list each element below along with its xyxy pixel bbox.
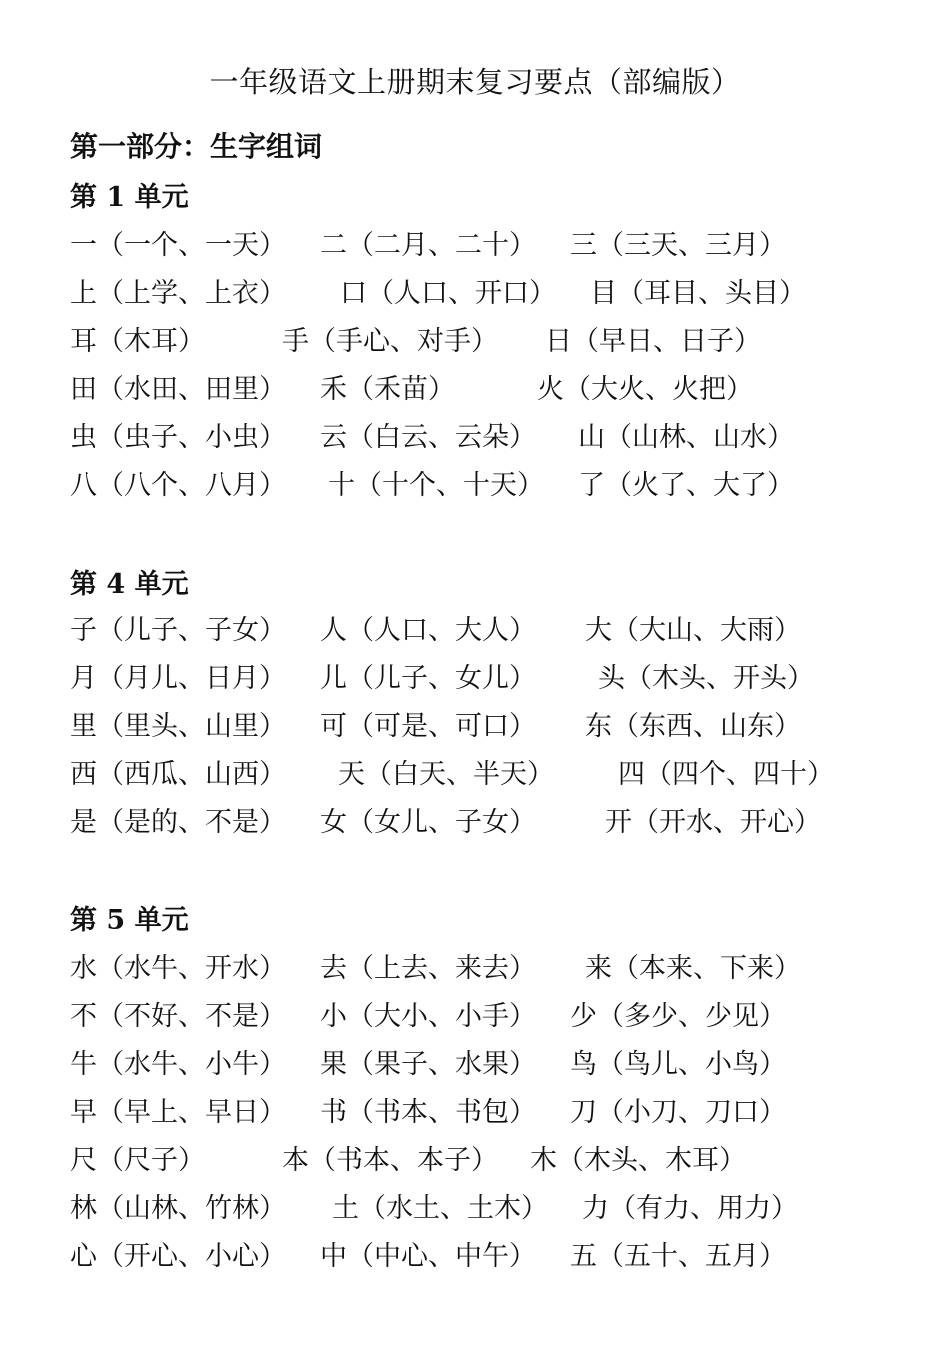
part-heading: 第一部分：生字组词 — [70, 130, 323, 163]
word-entry: 刀（小刀、刀口） — [570, 1097, 786, 1128]
unit-5-row-5 — [0, 1138, 950, 1178]
unit-5-row-3 — [0, 1042, 950, 1082]
word-entry: 三（三天、三月） — [570, 230, 786, 261]
word-entry: 林（山林、竹林） — [70, 1193, 286, 1224]
unit-1-heading: 第 1 单元 — [70, 182, 189, 213]
word-entry: 小（大小、小手） — [320, 1001, 536, 1032]
word-entry: 不（不好、不是） — [70, 1001, 286, 1032]
word-entry: 耳（木耳） — [70, 326, 205, 357]
word-entry: 书（书本、书包） — [320, 1097, 536, 1128]
unit-4-row-4 — [0, 752, 950, 792]
word-entry: 心（开心、小心） — [70, 1241, 286, 1272]
word-entry: 是（是的、不是） — [70, 807, 286, 838]
unit-5-row-2 — [0, 994, 950, 1034]
word-entry: 八（八个、八月） — [70, 470, 286, 501]
word-entry: 中（中心、中午） — [320, 1241, 536, 1272]
word-entry: 早（早上、早日） — [70, 1097, 286, 1128]
word-entry: 大（大山、大雨） — [585, 615, 801, 646]
word-entry: 力（有力、用力） — [582, 1193, 798, 1224]
unit-1-row-1 — [0, 223, 950, 263]
word-entry: 水（水牛、开水） — [70, 953, 286, 984]
word-entry: 月（月儿、日月） — [70, 663, 286, 694]
word-entry: 四（四个、四十） — [618, 759, 834, 790]
word-entry: 人（人口、大人） — [320, 615, 536, 646]
word-entry: 来（本来、下来） — [585, 953, 801, 984]
word-entry: 果（果子、水果） — [320, 1049, 536, 1080]
unit-1-row-6 — [0, 463, 950, 503]
word-entry: 上（上学、上衣） — [70, 278, 286, 309]
word-entry: 了（火了、大了） — [578, 470, 794, 501]
unit-1-row-3 — [0, 319, 950, 359]
word-entry: 东（东西、山东） — [585, 711, 801, 742]
word-entry: 二（二月、二十） — [320, 230, 536, 261]
unit-5-heading: 第 5 单元 — [70, 905, 189, 936]
word-entry: 开（开水、开心） — [605, 807, 821, 838]
word-entry: 牛（水牛、小牛） — [70, 1049, 286, 1080]
page-title: 一年级语文上册期末复习要点（部编版） — [209, 65, 741, 99]
word-entry: 里（里头、山里） — [70, 711, 286, 742]
unit-4-row-1 — [0, 608, 950, 648]
word-entry: 儿（儿子、女儿） — [320, 663, 536, 694]
unit-5-row-4 — [0, 1090, 950, 1130]
word-entry: 十（十个、十天） — [328, 470, 544, 501]
word-entry: 日（早日、日子） — [545, 326, 761, 357]
word-entry: 山（山林、山水） — [578, 422, 794, 453]
word-entry: 少（多少、少见） — [570, 1001, 786, 1032]
unit-5-row-6 — [0, 1186, 950, 1226]
word-entry: 五（五十、五月） — [570, 1241, 786, 1272]
word-entry: 可（可是、可口） — [320, 711, 536, 742]
unit-1-row-2 — [0, 271, 950, 311]
word-entry: 田（水田、田里） — [70, 374, 286, 405]
unit-4-row-5 — [0, 800, 950, 840]
word-entry: 本（书本、本子） — [282, 1145, 498, 1176]
word-entry: 云（白云、云朵） — [320, 422, 536, 453]
unit-4-heading: 第 4 单元 — [70, 569, 189, 600]
word-entry: 女（女儿、子女） — [320, 807, 536, 838]
word-entry: 土（水土、土木） — [332, 1193, 548, 1224]
unit-4-row-3 — [0, 704, 950, 744]
word-entry: 一（一个、一天） — [70, 230, 286, 261]
word-entry: 禾（禾苗） — [320, 374, 455, 405]
unit-4-row-2 — [0, 656, 950, 696]
unit-1-row-5 — [0, 415, 950, 455]
word-entry: 火（大火、火把） — [537, 374, 753, 405]
word-entry: 鸟（鸟儿、小鸟） — [570, 1049, 786, 1080]
word-entry: 尺（尺子） — [70, 1145, 205, 1176]
unit-1-row-4 — [0, 367, 950, 407]
word-entry: 木（木头、木耳） — [530, 1145, 746, 1176]
unit-5-row-7 — [0, 1234, 950, 1274]
word-entry: 子（儿子、子女） — [70, 615, 286, 646]
word-entry: 目（耳目、头目） — [590, 278, 806, 309]
word-entry: 口（人口、开口） — [340, 278, 556, 309]
unit-5-row-1 — [0, 946, 950, 986]
word-entry: 去（上去、来去） — [320, 953, 536, 984]
word-entry: 手（手心、对手） — [282, 326, 498, 357]
word-entry: 西（西瓜、山西） — [70, 759, 286, 790]
word-entry: 头（木头、开头） — [598, 663, 814, 694]
word-entry: 天（白天、半天） — [338, 759, 554, 790]
word-entry: 虫（虫子、小虫） — [70, 422, 286, 453]
